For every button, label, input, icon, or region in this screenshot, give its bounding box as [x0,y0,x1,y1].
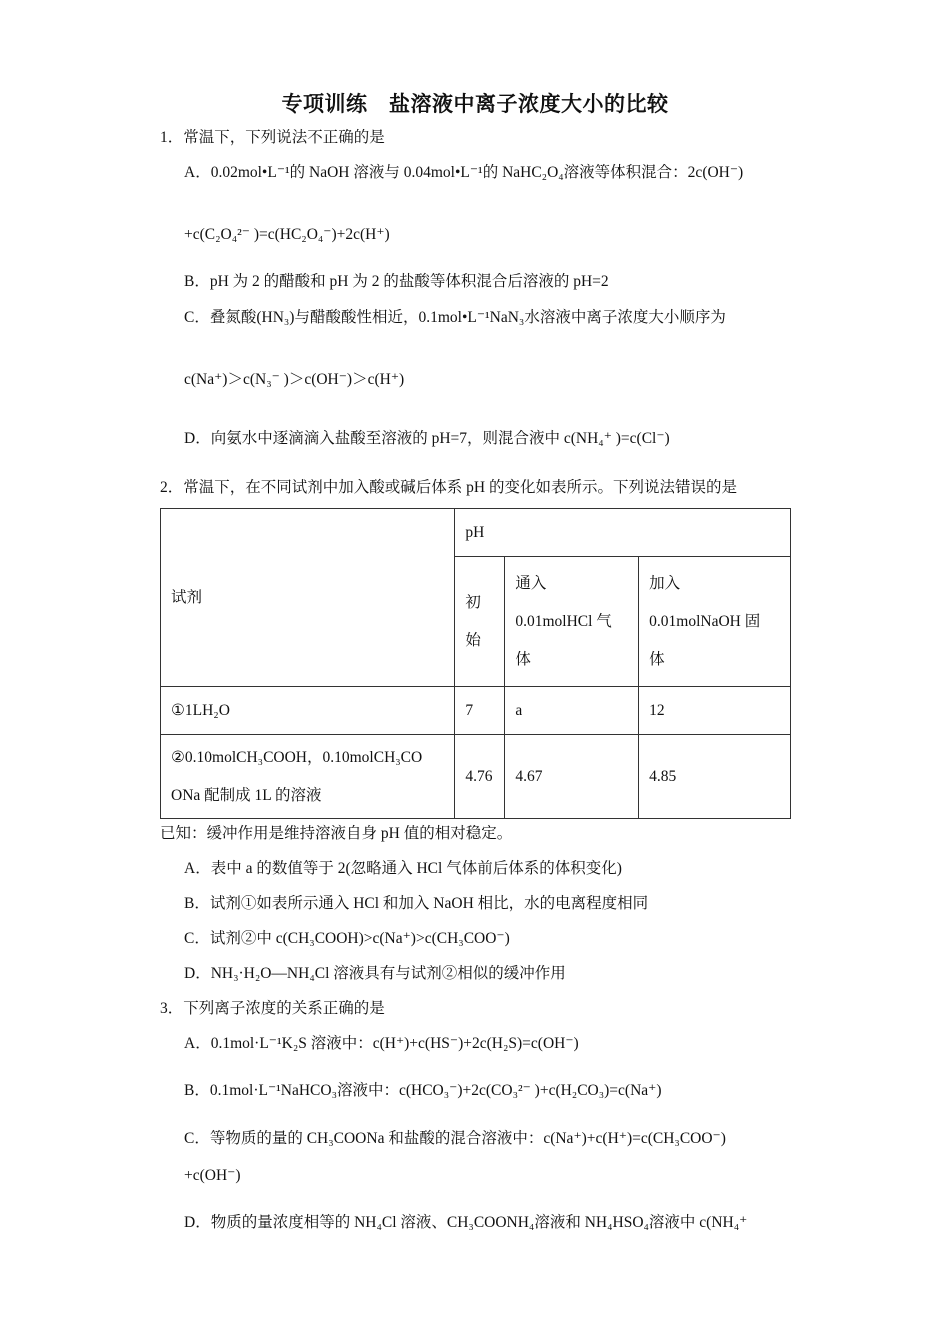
question-3-option-a: A．0.1mol·L⁻¹K₂S 溶液中：c(H⁺)+c(HS⁻)+2c(H₂S)=c(OH⁻) [184,1035,579,1052]
question-1-option-b: B．pH 为 2 的醋酸和 pH 为 2 的盐酸等体积混合后溶液的 pH=2 [184,273,609,290]
table-cell-hcl: 4.67 [505,735,639,819]
table-header-initial [455,557,505,687]
question-2-note: 已知：缓冲作用是维持溶液自身 pH 值的相对稳定。 [160,825,513,842]
table-row [161,735,791,819]
page-title: 专项训练 盐溶液中离子浓度大小的比较 [281,92,669,116]
header-hcl-line: 通入 [515,574,547,592]
table-header-ph: pH [455,509,791,557]
question-3-stem: 3．下列离子浓度的关系正确的是 [160,1000,385,1017]
question-2-option-d: D．NH₃·H₂O—NH₄Cl 溶液具有与试剂②相似的缓冲作用 [184,965,566,982]
question-2-option-b: B．试剂①如表所示通入 HCl 和加入 NaOH 相比，水的电离程度相同 [184,895,649,912]
table-header-naoh [639,557,791,687]
question-1-option-a-line-1: A．0.02mol•L⁻¹的 NaOH 溶液与 0.04mol•L⁻¹的 NaHC₂O₄溶液等体积混合：2c(OH⁻) [184,164,744,181]
header-naoh-line: 0.01molNaOH 固 [649,612,761,630]
table-cell-naoh: 4.85 [639,735,791,819]
question-3-option-d: D．物质的量浓度相等的 NH₄Cl 溶液、CH₃COONH₄溶液和 NH₄HSO₄溶液中 c(NH₄⁺ [184,1214,748,1231]
question-2-option-a: A．表中 a 的数值等于 2(忽略通入 HCl 气体前后体系的体积变化) [184,860,622,877]
table-header-reagent: 试剂 [161,509,455,687]
question-1-stem: 1．常温下，下列说法不正确的是 [160,129,385,146]
header-naoh-line: 体 [649,650,665,668]
header-initial-line: 初 [465,593,481,611]
question-3-option-c-line-1: C．等物质的量的 CH₃COONa 和盐酸的混合溶液中：c(Na⁺)+c(H⁺)=c(CH₃COO⁻) [184,1130,726,1147]
header-hcl-line: 体 [515,650,531,668]
question-3-option-c-line-2: +c(OH⁻) [184,1167,241,1184]
reagent-line: ONa 配制成 1L 的溶液 [171,786,322,804]
table-row [161,687,791,735]
header-initial-line: 始 [465,631,481,649]
question-1-option-c-line-2: c(Na⁺)＞c(N₃⁻ )＞c(OH⁻)＞c(H⁺) [184,371,405,388]
question-2-stem: 2．常温下，在不同试剂中加入酸或碱后体系 pH 的变化如表所示。下列说法错误的是 [160,479,737,496]
ph-table [160,508,791,819]
question-3-option-b: B．0.1mol·L⁻¹NaHCO₃溶液中：c(HCO₃⁻)+2c(CO₃²⁻ )+c(H₂CO₃)=c(Na⁺) [184,1082,662,1099]
reagent-line: ②0.10molCH₃COOH，0.10molCH₃CO [171,748,423,766]
table-cell-naoh: 12 [639,687,791,735]
table-header-hcl [505,557,639,687]
header-hcl-line: 0.01molHCl 气 [515,612,612,630]
table-cell-hcl: a [505,687,639,735]
header-naoh-line: 加入 [649,574,681,592]
table-cell-reagent [161,735,455,819]
question-1-option-a-line-2: +c(C₂O₄²⁻ )=c(HC₂O₄⁻)+2c(H⁺) [184,226,390,243]
table-cell-initial: 4.76 [455,735,505,819]
question-1-option-c-line-1: C．叠氮酸(HN₃)与醋酸酸性相近，0.1mol•L⁻¹NaN₃水溶液中离子浓度大小顺序为 [184,309,726,326]
table-cell-reagent: ①1LH₂O [161,687,455,735]
table-cell-initial: 7 [455,687,505,735]
question-2-option-c: C．试剂②中 c(CH₃COOH)>c(Na⁺)>c(CH₃COO⁻) [184,930,510,947]
question-1-option-d: D．向氨水中逐滴滴入盐酸至溶液的 pH=7，则混合液中 c(NH₄⁺ )=c(Cl⁻) [184,430,670,447]
